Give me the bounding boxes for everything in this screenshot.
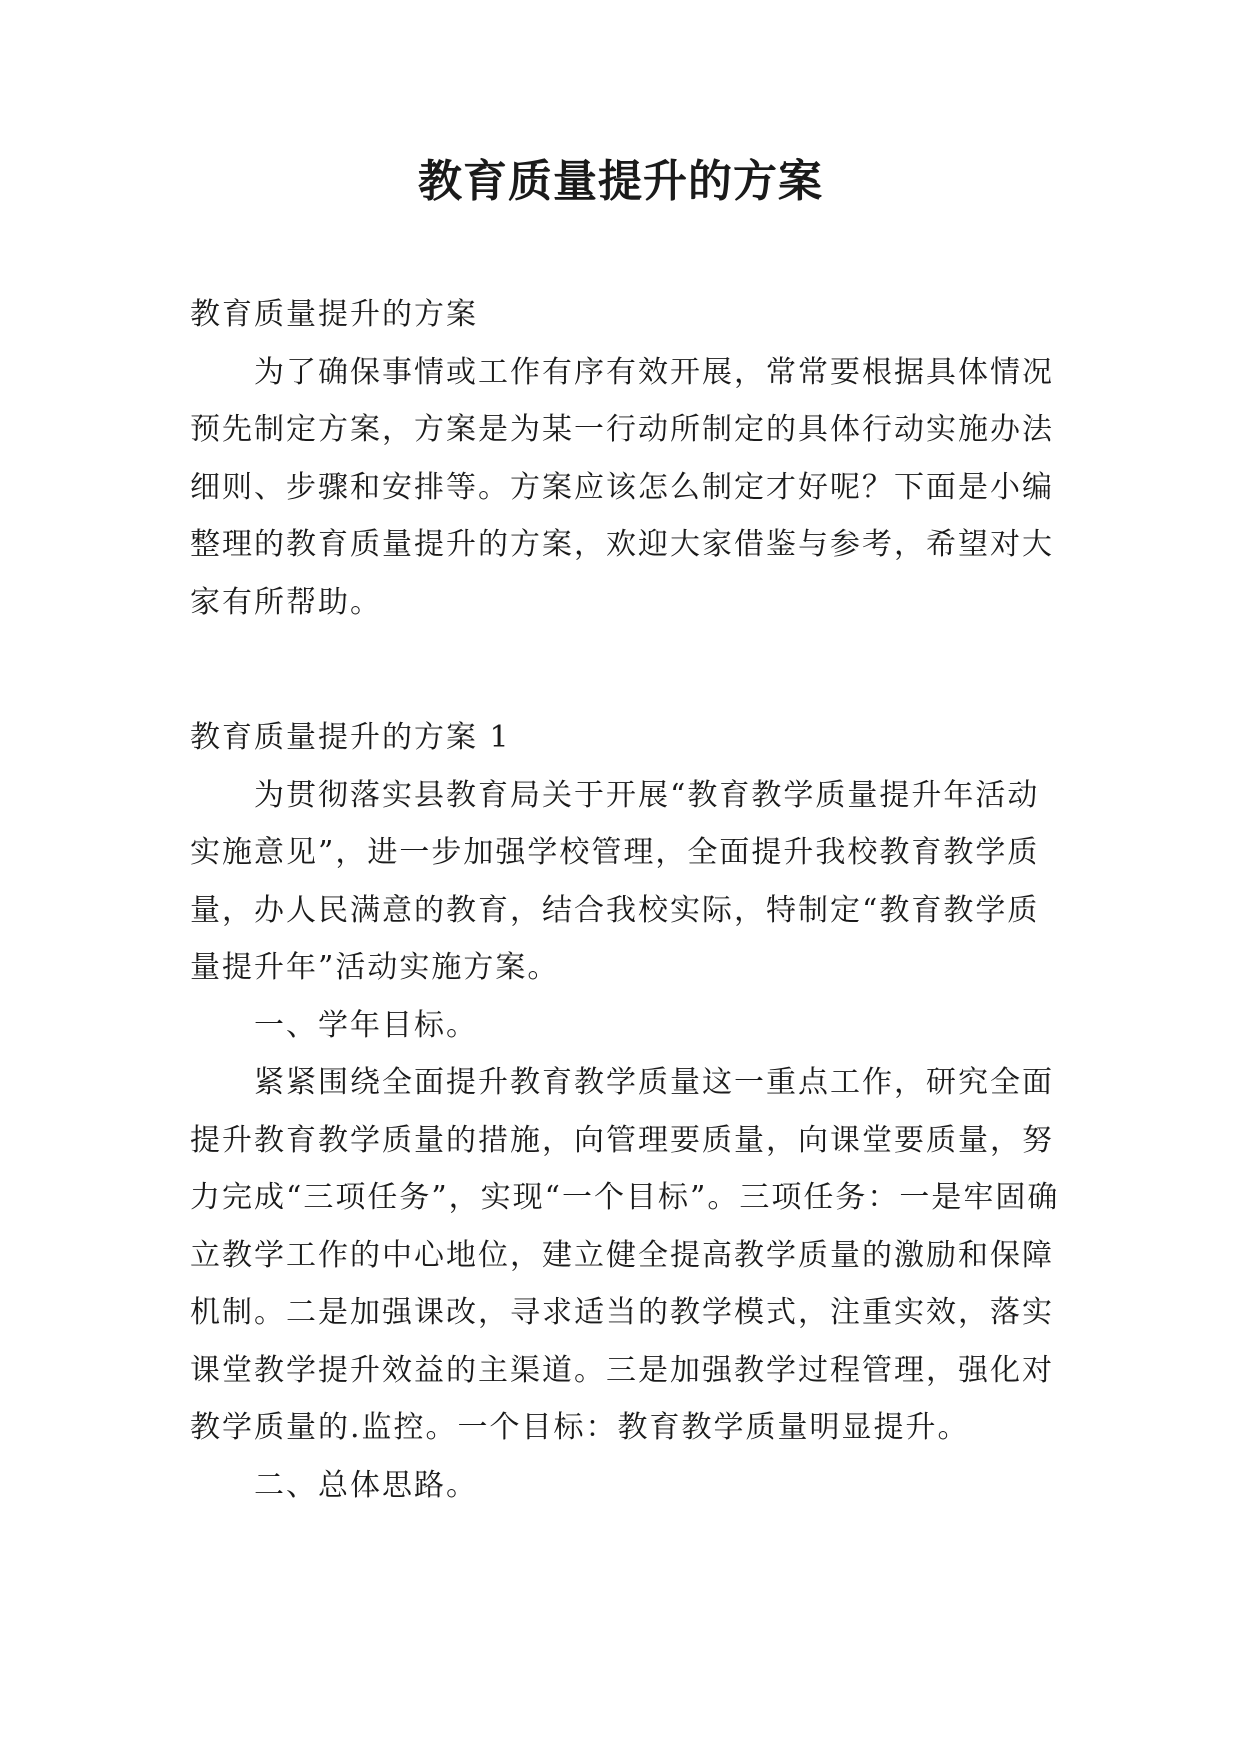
section1-paragraph: 为贯彻落实县教育局关于开展“教育教学质量提升年活动实施意见”，进一步加强学校管理，全面提升我校教育教学质量，办人民满意的教育，结合我校实际，特制定“教育教学质量提升年”活动实施方案。 (190, 777, 1040, 985)
section1-heading: 教育质量提升的方案 1 (190, 720, 511, 755)
section-spacer (190, 631, 1062, 709)
goals-paragraph: 紧紧围绕全面提升教育教学质量这一重点工作，研究全面提升教育教学质量的措施，向管理要质量，向课堂要质量，努力完成“三项任务”，实现“一个目标”。三项任务：一是牢固确立教学工作的中心地位，建立健全提高教学质量的激励和保障机制。二是加强课改，寻求适当的教学模式，注重实效，落实课堂教学提升效益的主渠道。三是加强教学过程管理，强化对教学质量的.监控。一个目标：教育教学质量明显提升。 (190, 1065, 1060, 1445)
document-body (190, 286, 1062, 1514)
intro-heading: 教育质量提升的方案 (190, 297, 478, 332)
subheading-approach: 二、总体思路。 (254, 1467, 478, 1503)
subheading-goals: 一、学年目标。 (254, 1007, 478, 1043)
intro-paragraph: 为了确保事情或工作有序有效开展，常常要根据具体情况预先制定方案，方案是为某一行动所制定的具体行动实施办法细则、步骤和安排等。方案应该怎么制定才好呢？下面是小编整理的教育质量提升的方案，欢迎大家借鉴与参考，希望对大家有所帮助。 (190, 354, 1054, 620)
document-title: 教育质量提升的方案 (418, 156, 823, 207)
